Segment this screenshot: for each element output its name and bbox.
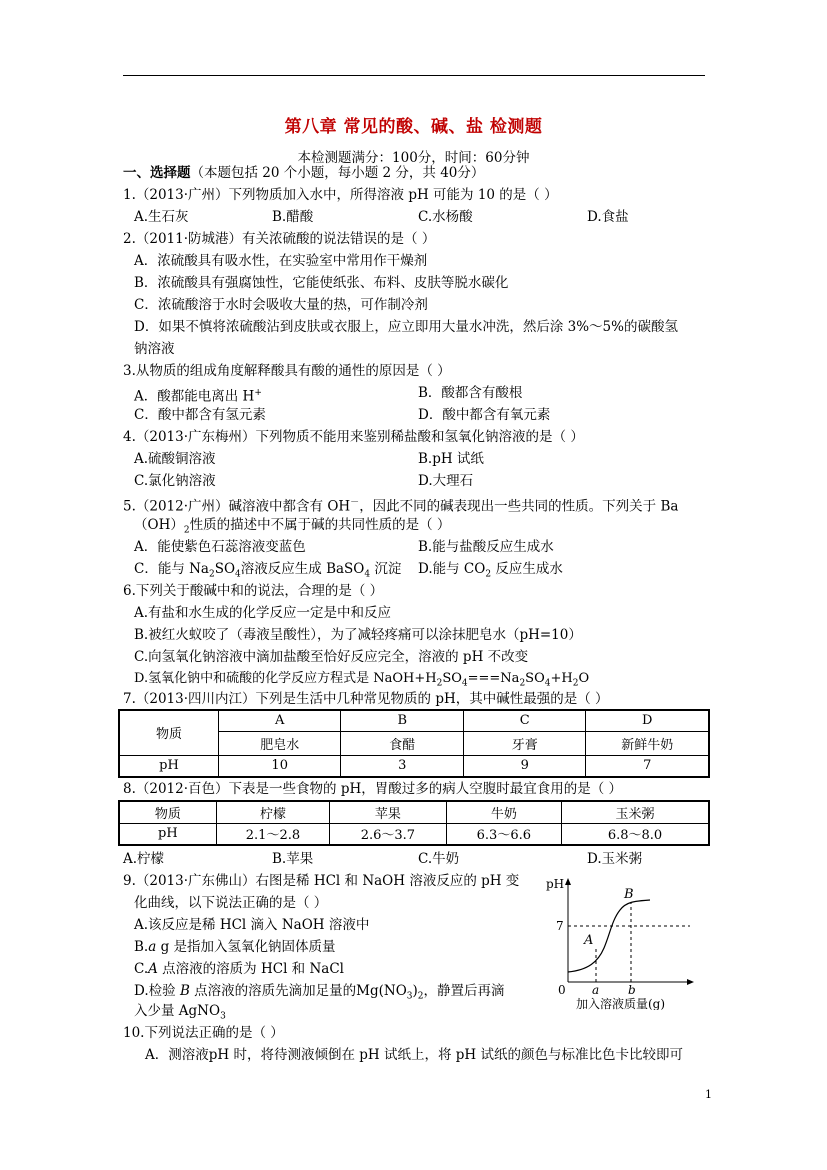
- q8-option-a: A.柠檬: [123, 851, 165, 867]
- q7-head-substance: 物质: [119, 710, 218, 755]
- q4-option-a: A.硫酸铜溶液: [134, 451, 216, 467]
- header-rule: [123, 75, 705, 76]
- q3-option-c: C．酸中都含有氢元素: [134, 407, 266, 423]
- q2-option-a: A．浓硫酸具有吸水性，在实验室中常用作干燥剂: [134, 253, 428, 269]
- q8-option-b: B.苹果: [272, 851, 314, 867]
- graph-x-label: 加入溶液质量(g): [576, 997, 666, 1010]
- ph-curve: [568, 900, 650, 972]
- q6-option-b: B.被红火蚁咬了（毒液呈酸性），为了减轻疼痛可以涂抹肥皂水（pH=10）: [134, 627, 582, 643]
- q3-option-b: B．酸都含有酸根: [418, 385, 523, 401]
- q4-option-b: B.pH 试纸: [418, 451, 484, 467]
- q5-option-b: B.能与盐酸反应生成水: [418, 539, 554, 555]
- q3-option-a: A．酸都能电离出 H+: [134, 388, 262, 405]
- q2-option-d-line1: D．如果不慎将浓硫酸沾到皮肤或衣服上，应立即用大量水冲洗，然后涂 3%～5%的碳酸氢: [134, 319, 678, 335]
- q9-option-b: B.a g 是指加入氢氧化钠固体质量: [134, 939, 336, 955]
- q5-stem-line1: 5.（2012·广州）碱溶液中都含有 OH－，因此不同的碱表现出一些共同的性质。下列关于 Ba: [123, 498, 679, 515]
- q3-stem: 3.从物质的组成角度解释酸具有酸的通性的原因是（ ）: [123, 363, 451, 379]
- q8-ph-3: 6.3～6.6: [446, 823, 561, 845]
- y-axis-arrow: [565, 878, 571, 885]
- q9-ph-curve-graph: [540, 870, 700, 1010]
- q2-option-d-line2: 钠溶液: [134, 341, 175, 357]
- q1-stem: 1.（2013·广州）下列物质加入水中，所得溶液 pH 可能为 10 的是（ ）: [123, 187, 558, 203]
- page-title: 第八章 常见的酸、碱、盐 检测题: [284, 117, 543, 137]
- q6-option-c: C.向氢氧化钠溶液中滴加盐酸至恰好反应完全，溶液的 pH 不改变: [134, 649, 529, 665]
- q8-ph-4: 6.8～8.0: [562, 823, 709, 845]
- q7-letter-d: D: [586, 710, 709, 731]
- q2-option-c: C．浓硫酸溶于水时会吸收大量的热，可作制冷剂: [134, 297, 428, 313]
- q1-option-a: A.生石灰: [134, 209, 189, 225]
- section-heading: 一、选择题: [123, 165, 191, 181]
- q6-option-a: A.有盐和水生成的化学反应一定是中和反应: [134, 605, 392, 621]
- q4-option-c: C.氯化钠溶液: [134, 473, 216, 489]
- q4-stem: 4.（2013·广东梅州）下列物质不能用来鉴别稀盐酸和氢氧化钠溶液的是（ ）: [123, 429, 584, 445]
- graph-point-b-x: b: [628, 983, 636, 997]
- q5-option-d: D.能与 $CO_2$ 反应生成水: [418, 561, 563, 580]
- q8-name-4: 玉米粥: [562, 801, 709, 823]
- q5-stem-line2: $(OH)_2$性质的描述中不属于碱的共同性质的是（ ）: [134, 517, 451, 536]
- q7-head-ph: pH: [119, 755, 218, 777]
- page-subtitle: 本检测题满分：100分，时间：60分钟: [297, 150, 530, 166]
- q7-letter-b: B: [341, 710, 464, 731]
- q8-option-d: D.玉米粥: [587, 851, 643, 867]
- q10-option-a: A．测溶液pH 时，将待测液倾倒在 pH 试纸上，将 pH 试纸的颜色与标准比色卡比较即可: [145, 1047, 683, 1063]
- q8-table: [118, 800, 710, 846]
- q6-stem: 6.下列关于酸碱中和的说法，合理的是（ ）: [123, 583, 384, 599]
- q9-option-c: C.A 点溶液的溶质为 HCl 和 NaCl: [134, 961, 344, 977]
- q8-ph-1: 2.1～2.8: [216, 823, 329, 845]
- q9-option-d-line1: D.检验 B 点溶液的溶质先滴加足量的$Mg(NO_3)_2$，静置后再滴: [134, 983, 505, 1002]
- q7-stem: 7.（2013·四川内江）下列是生活中几种常见物质的 pH，其中碱性最强的是（ ）: [123, 691, 609, 707]
- q7-table: [118, 709, 710, 778]
- graph-origin: 0: [558, 983, 566, 997]
- q1-option-b: B.醋酸: [272, 209, 314, 225]
- q9-option-d-line2: 入少量 AgNO$_3$: [134, 1003, 226, 1022]
- q5-option-c: C．能与 $Na_2SO_4$溶液反应生成 BaSO$_4$ 沉淀: [134, 561, 402, 580]
- q8-head-substance: 物质: [119, 801, 216, 823]
- q9-option-a: A.该反应是稀 HCl 滴入 NaOH 溶液中: [134, 917, 370, 933]
- q1-option-d: D.食盐: [587, 209, 629, 225]
- graph-tick-7: 7: [556, 919, 564, 933]
- graph-point-A: A: [584, 933, 594, 948]
- q7-ph-a: 10: [218, 755, 341, 777]
- q7-name-b: 食醋: [341, 731, 464, 755]
- q5-option-a: A．能使紫色石蕊溶液变蓝色: [134, 539, 306, 555]
- q7-letter-a: A: [218, 710, 341, 731]
- q7-name-c: 牙膏: [463, 731, 586, 755]
- q7-ph-b: 3: [341, 755, 464, 777]
- q1-option-c: C.水杨酸: [418, 209, 473, 225]
- q8-head-ph: pH: [119, 823, 216, 845]
- section-note: （本题包括 20 个小题，每小题 2 分，共 40分）: [190, 165, 485, 181]
- q7-ph-c: 9: [463, 755, 586, 777]
- q8-name-2: 苹果: [330, 801, 446, 823]
- q8-ph-2: 2.6～3.7: [330, 823, 446, 845]
- section-heading-line: [123, 164, 484, 182]
- q9-stem-line2: 化曲线，以下说法正确的是（ ）: [134, 895, 328, 911]
- graph-y-label: pH: [546, 877, 565, 891]
- q7-name-d: 新鲜牛奶: [586, 731, 709, 755]
- x-axis-arrow: [687, 979, 694, 985]
- q10-stem: 10.下列说法正确的是（ ）: [123, 1025, 284, 1041]
- q8-option-c: C.牛奶: [418, 851, 460, 867]
- q7-name-a: 肥皂水: [218, 731, 341, 755]
- q8-name-1: 柠檬: [216, 801, 329, 823]
- q2-stem: 2.（2011·防城港）有关浓硫酸的说法错误的是（ ）: [123, 231, 436, 247]
- q3-option-d: D．酸中都含有氧元素: [418, 407, 551, 423]
- q4-option-d: D.大理石: [418, 473, 474, 489]
- q8-name-3: 牛奶: [446, 801, 561, 823]
- page-number: 1: [705, 1088, 712, 1101]
- q2-option-b: B．浓硫酸具有强腐蚀性，它能使纸张、布料、皮肤等脱水碳化: [134, 275, 509, 291]
- graph-point-B: B: [624, 887, 634, 902]
- q9-stem-line1: 9.（2013·广东佛山）右图是稀 HCl 和 NaOH 溶液反应的 pH 变: [123, 873, 520, 889]
- graph-point-a-x: a: [592, 983, 600, 997]
- q8-stem: 8.（2012·百色）下表是一些食物的 pH，胃酸过多的病人空腹时最宜食用的是（ ）: [123, 781, 623, 797]
- q7-ph-d: 7: [586, 755, 709, 777]
- q7-letter-c: C: [463, 710, 586, 731]
- q6-option-d: D.氢氧化钠中和硫酸的化学反应方程式是 $NaOH+H_2SO_4===Na_2SO_4+H_2O$: [134, 671, 590, 689]
